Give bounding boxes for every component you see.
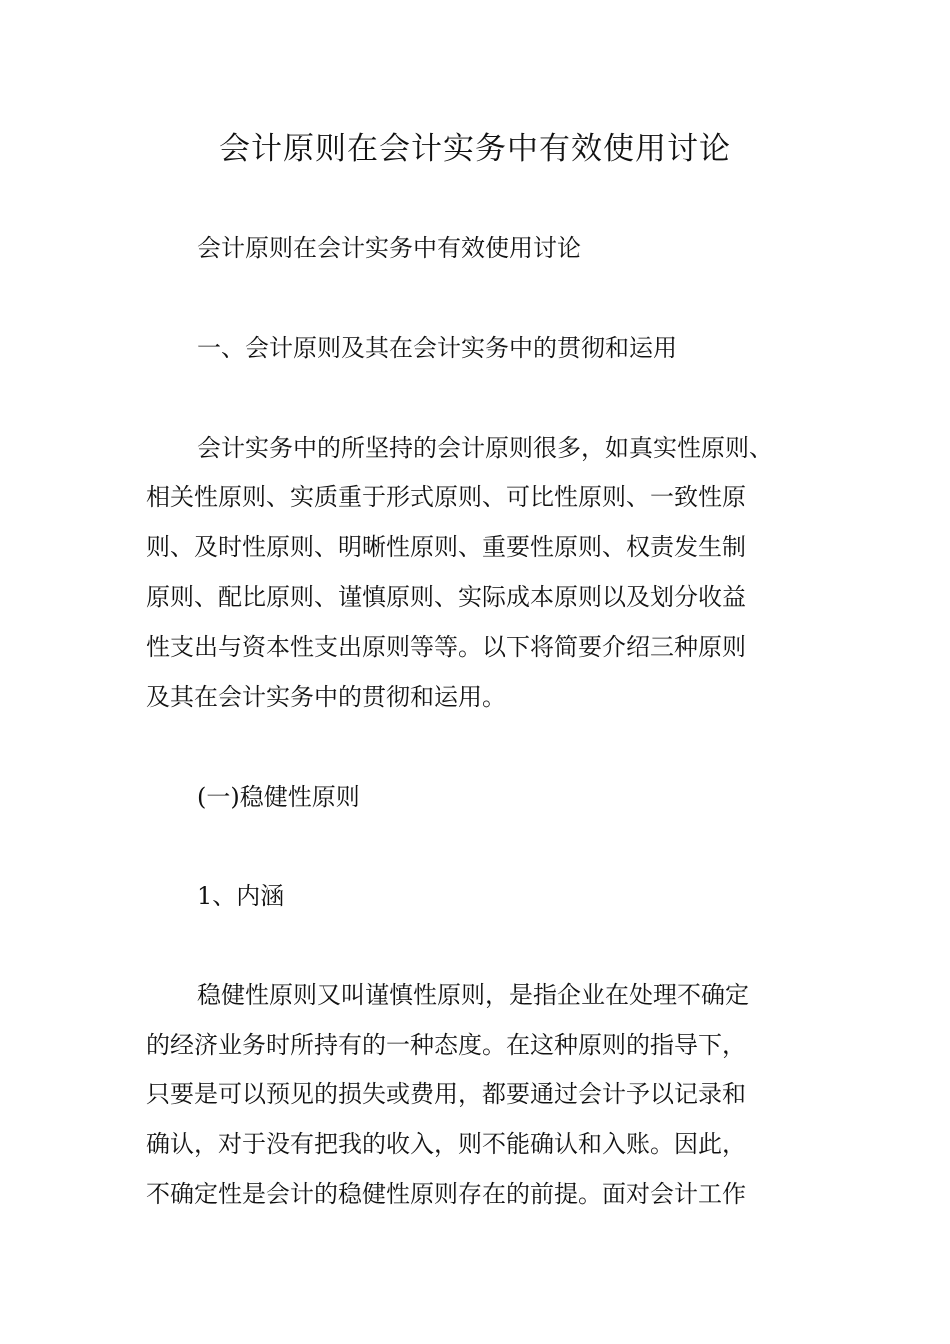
paragraph-line: 相关性原则、实质重于形式原则、可比性原则、一致性原 [146,483,746,511]
document-subtitle: 会计原则在会计实务中有效使用讨论 [197,234,581,262]
paragraph-line: 则、及时性原则、明晰性原则、重要性原则、权责发生制 [146,533,746,561]
section-heading: 一、会计原则及其在会计实务中的贯彻和运用 [197,334,677,362]
paragraph-line: 不确定性是会计的稳健性原则存在的前提。面对会计工作 [146,1180,746,1208]
item-heading: 1、内涵 [197,882,285,910]
paragraph-line: 及其在会计实务中的贯彻和运用。 [146,683,506,711]
paragraph-line: 只要是可以预见的损失或费用，都要通过会计予以记录和 [146,1080,746,1108]
paragraph-line: 会计实务中的所坚持的会计原则很多，如真实性原则、 [197,434,773,462]
paragraph-line: 稳健性原则又叫谨慎性原则，是指企业在处理不确定 [197,981,749,1009]
subsection-heading: (一)稳健性原则 [197,783,360,811]
document-title: 会计原则在会计实务中有效使用讨论 [219,131,731,167]
paragraph-line: 原则、配比原则、谨慎原则、实际成本原则以及划分收益 [146,583,746,611]
paragraph-line: 性支出与资本性支出原则等等。以下将简要介绍三种原则 [146,633,746,661]
paragraph-line: 确认，对于没有把我的收入，则不能确认和入账。因此， [146,1130,746,1158]
paragraph-line: 的经济业务时所持有的一种态度。在这种原则的指导下， [146,1031,746,1059]
